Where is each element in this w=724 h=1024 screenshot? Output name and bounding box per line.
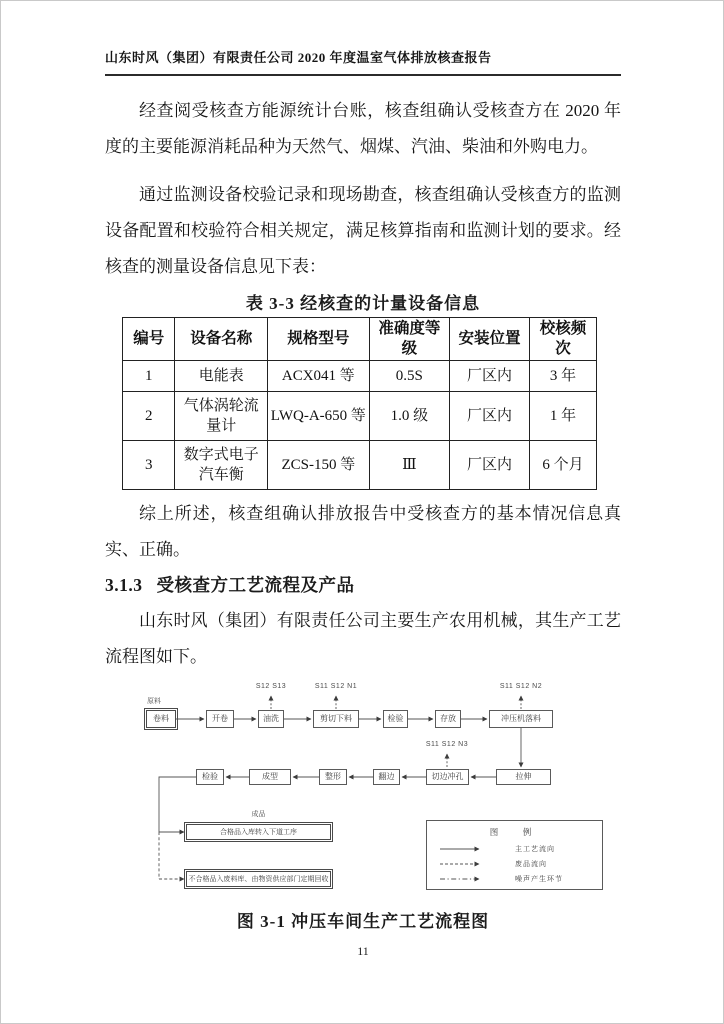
finished-product-label: 成品: [251, 811, 266, 818]
figure-caption: 图 3-1 冲压车间生产工艺流程图: [236, 912, 490, 931]
flow-step-inspect-1: 检验: [383, 710, 408, 728]
col-header-accuracy: 准确度等级: [369, 318, 449, 361]
flow-step-reshaping: 整形: [319, 769, 347, 785]
cell-model: LWQ-A-650 等: [267, 392, 369, 441]
section-heading-3-1-3: [105, 572, 621, 597]
paragraph-conclusion: 综上所述，核查组确认排放报告中受核查方的基本情况信息真实、正确。: [105, 504, 621, 559]
cell-device-name: 电能表: [175, 361, 268, 392]
cell-accuracy: Ⅲ: [369, 441, 449, 490]
qualified-product-box: 合格品入库转入下道工序: [186, 824, 331, 840]
paragraph-process-intro: 山东时风（集团）有限责任公司主要生产农用机械，其生产工艺流程图如下。: [105, 611, 621, 666]
emission-label-n3: S11 S12 N3: [425, 741, 469, 748]
legend-row-waste-flow: [439, 859, 602, 868]
cell-location: 厂区内: [449, 441, 529, 490]
table-row: [123, 361, 597, 392]
flowchart-legend: [426, 820, 603, 890]
cell-location: 厂区内: [449, 392, 529, 441]
cell-device-name: 气体涡轮流量计: [175, 392, 268, 441]
page-number: 11: [357, 944, 369, 958]
flow-step-drawing: 拉伸: [496, 769, 551, 785]
cell-model: ZCS-150 等: [267, 441, 369, 490]
flow-step-shear-cut: 剪切下料: [313, 710, 359, 728]
cell-model: ACX041 等: [267, 361, 369, 392]
legend-row-main-flow: [439, 844, 602, 853]
process-flowchart: [131, 677, 611, 903]
cell-number: 3: [123, 441, 175, 490]
cell-accuracy: 0.5S: [369, 361, 449, 392]
emission-label-n2: S11 S12 N2: [499, 683, 543, 690]
legend-title: 图 例: [489, 827, 540, 837]
table-row: [123, 441, 597, 490]
legend-label-main-flow: 主工艺流向: [515, 845, 555, 853]
emission-label-s12-s13: S12 S13: [255, 683, 287, 690]
dash-dot-arrow-icon: [439, 874, 487, 884]
legend-label-waste-flow: 废品流向: [515, 860, 547, 868]
col-header-location: 安装位置: [449, 318, 529, 361]
paragraph-monitoring-devices: 通过监测设备校验记录和现场勘查，核查组确认受核查方的监测设备配置和校验符合相关规定，满足核算指南和监测计划的要求。经核查的测量设备信息见下表：: [105, 185, 621, 276]
paragraph-energy-types: 经查阅受核查方能源统计台账，核查组确认受核查方在 2020 年度的主要能源消耗品种为天然气、烟煤、汽油、柴油和外购电力。: [105, 101, 621, 156]
col-header-frequency: 校核频次: [530, 318, 597, 361]
unqualified-product-box: 不合格品入废料库、由物资供应部门定期回收: [186, 871, 331, 887]
table-row: [123, 392, 597, 441]
section-title: 受核查方工艺流程及产品: [156, 575, 355, 595]
page-content: [105, 1, 621, 959]
col-header-number: 编号: [123, 318, 175, 361]
legend-row-noise: [439, 874, 602, 883]
flow-step-wash: 油洗: [258, 710, 284, 728]
cell-device-name: 数字式电子汽车衡: [175, 441, 268, 490]
page-header-title: 山东时风（集团）有限责任公司 2020 年度温室气体排放核查报告: [105, 1, 621, 76]
flow-step-flanging: 翻边: [373, 769, 400, 785]
cell-frequency: 6 个月: [530, 441, 597, 490]
table-header-row: [123, 318, 597, 361]
flow-step-store: 存放: [435, 710, 461, 728]
col-header-device-name: 设备名称: [175, 318, 268, 361]
flow-step-uncoil: 开卷: [206, 710, 234, 728]
dashed-arrow-icon: [439, 859, 487, 869]
raw-material-label: 原料: [147, 698, 161, 705]
section-number: 3.1.3: [105, 575, 143, 595]
flow-step-press-blanking: 冲压机落料: [489, 710, 553, 728]
cell-location: 厂区内: [449, 361, 529, 392]
cell-frequency: 3 年: [530, 361, 597, 392]
col-header-model: 规格型号: [267, 318, 369, 361]
cell-number: 2: [123, 392, 175, 441]
flow-step-trim-punch: 切边冲孔: [426, 769, 469, 785]
emission-label-n1: S11 S12 N1: [314, 683, 358, 690]
legend-label-noise: 噪声产生环节: [515, 875, 563, 883]
cell-accuracy: 1.0 级: [369, 392, 449, 441]
measurement-device-table: [122, 317, 597, 490]
flow-step-inspect-2: 检验: [196, 769, 224, 785]
table-title: 表 3-3 经核查的计量设备信息: [245, 294, 481, 313]
solid-arrow-icon: [439, 844, 487, 854]
cell-frequency: 1 年: [530, 392, 597, 441]
cell-number: 1: [123, 361, 175, 392]
flow-step-forming: 成型: [249, 769, 291, 785]
flow-step-coil: 卷料: [146, 710, 176, 728]
